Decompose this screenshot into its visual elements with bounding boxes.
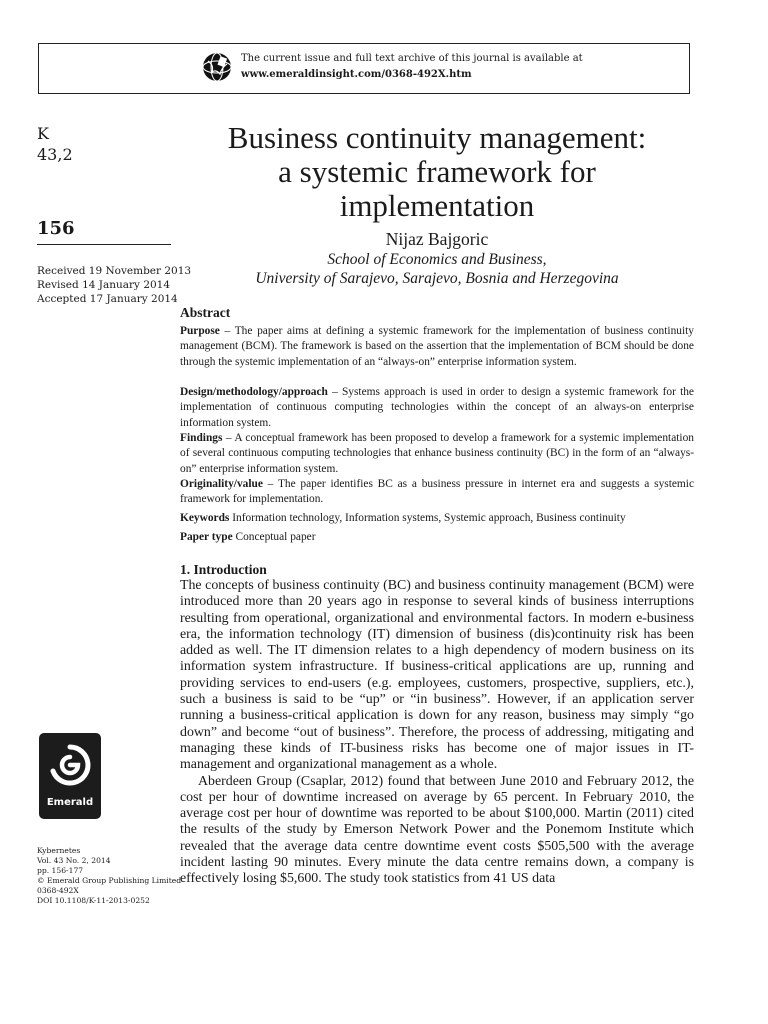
originality-label: Originality/value [180, 478, 263, 490]
originality-text: – The paper identifies BC as a business pressure in internet era and suggests a systemic framework for implementation. [180, 478, 694, 506]
journal-letter: K [37, 124, 49, 143]
margin-divider [37, 244, 171, 245]
citation-pages: pp. 156-177 [37, 866, 84, 875]
title-line: implementation [339, 188, 535, 223]
journal-code [37, 123, 73, 165]
abstract-heading: Abstract [180, 305, 231, 320]
citation-doi: DOI 10.1108/K-11-2013-0252 [37, 896, 150, 905]
title-line: Business continuity management: [227, 120, 647, 155]
article-title [180, 121, 694, 223]
citation-issn: 0368-492X [37, 886, 79, 895]
section-heading: 1. Introduction [180, 562, 267, 577]
archive-url[interactable]: www.emeraldinsight.com/0368-492X.htm [241, 69, 472, 80]
globe-icon [202, 52, 232, 82]
keywords-label: Keywords [180, 512, 230, 524]
abstract-design [180, 385, 694, 431]
findings-label: Findings [180, 432, 223, 444]
purpose-label: Purpose [180, 325, 220, 337]
abstract-originality [180, 477, 694, 508]
intro-body [180, 578, 694, 888]
title-line: a systemic framework for [278, 154, 596, 189]
emerald-swirl-icon [48, 743, 92, 795]
archive-notice: The current issue and full text archive of this journal is available at [241, 53, 583, 64]
design-label: Design/methodology/approach [180, 386, 328, 398]
author-affiliation [180, 250, 694, 288]
body-paragraph: Aberdeen Group (Csaplar, 2012) found that between June 2010 and February 2012, the cost per hour of downtime increased on average by 65 percent. In February 2010, the average cost per hour of downtime was reported to be about $100,000. Martin (2011) cited the results of the study by Emerson Network Power and the Ponemom Institute which revealed that the average data centre downtime event costs $505,500 with the average incident lasting 90 minutes. Every minute the data centre remains down, a company is effectively losing $5,600. The study took statistics from 41 US data [180, 773, 694, 887]
journal-banner [38, 43, 690, 94]
body-paragraph: The concepts of business continuity (BC) and business continuity management (BCM) were introduced more than 20 years ago in response to several kinds of business interruptions resulting from operational, organizational and environmental factors. In modern e-business era, the information technology (IT) dimension of business (dis)continuity risk has been added as well. The IT dimension relates to a high dependency of modern business on its information system infrastructure. If business-critical applications are up, running and providing services to end-users (e.g. employees, customers, prospective, suppliers, etc.), such a business is said to be “up” or “in business”. However, if an application server running a business-critical application is down for any reason, business may simply “go down” and become “out of business”. Therefore, the process of addressing, mitigating and managing these kinds of IT-business risks has become one of major issues in IT-management and organizational management as a whole. [180, 578, 694, 773]
citation-volume: Vol. 43 No. 2, 2014 [37, 856, 111, 865]
history-dates [37, 264, 191, 306]
accepted-date: Accepted 17 January 2014 [37, 293, 178, 305]
abstract-findings [180, 431, 694, 477]
citation-journal: Kybernetes [37, 846, 81, 855]
findings-text: – A conceptual framework has been proposed to develop a framework for a systemic implementation of several continuous computing technologies that enhance business continuity (BC) in the form of an “always-on” enterprise information system. [180, 432, 694, 475]
citation-block [37, 846, 181, 906]
abstract-keywords [180, 511, 694, 526]
received-date: Received 19 November 2013 [37, 265, 192, 277]
abstract-purpose [180, 324, 694, 370]
purpose-text: – The paper aims at defining a systemic framework for the implementation of business continuity management (BCM). The framework is based on the assertion that the implementation of BCM should be done through the systemic implementation of an “always-on” enterprise information system. [180, 325, 694, 368]
paper-type-label: Paper type [180, 531, 233, 543]
affiliation-line: School of Economics and Business, [327, 251, 547, 268]
citation-copyright: © Emerald Group Publishing Limited [37, 876, 182, 885]
design-text: – Systems approach is used in order to design a systemic framework for the implementation of continuous computing technologies within the concept of an always-on enterprise information system. [180, 386, 694, 429]
affiliation-line: University of Sarajevo, Sarajevo, Bosnia and Herzegovina [255, 270, 619, 287]
keywords-text: Information technology, Information systems, Systemic approach, Business continuity [229, 512, 626, 524]
emerald-logo-icon [39, 733, 101, 819]
emerald-wordmark: Emerald [46, 797, 94, 808]
journal-volume: 43,2 [37, 145, 73, 164]
author-name: Nijaz Bajgoric [385, 229, 489, 249]
revised-date: Revised 14 January 2014 [37, 279, 171, 291]
page-number: 156 [37, 218, 75, 239]
paper-type-text: Conceptual paper [232, 531, 316, 543]
abstract-paper-type [180, 530, 694, 545]
